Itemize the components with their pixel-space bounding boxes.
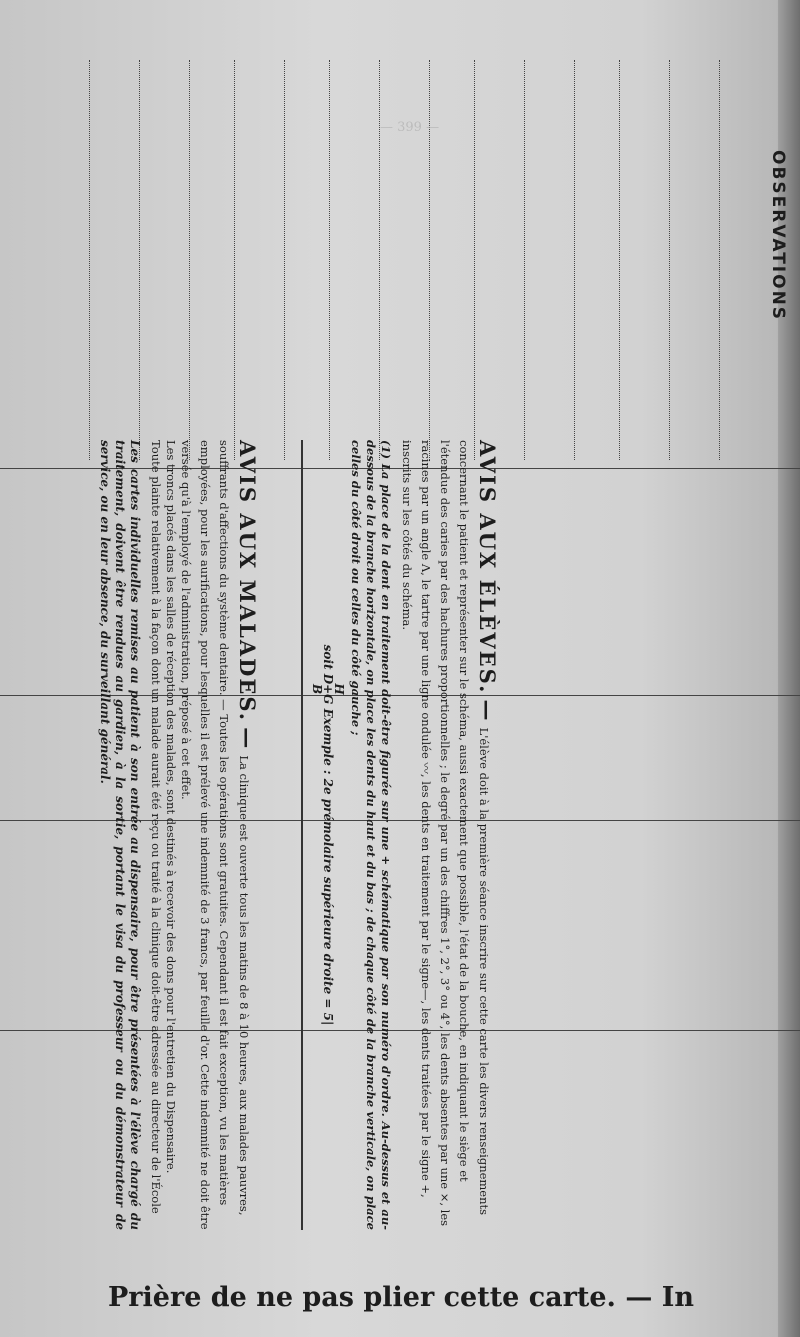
avis-eleves-section <box>293 440 500 1230</box>
observation-line <box>234 60 235 460</box>
observation-line <box>189 60 190 460</box>
bleed-through-page-number: — 399 — <box>380 120 440 135</box>
formula-line <box>311 440 344 1230</box>
avis-malades-body-2: Les troncs placés dans les salles de réception des malades, sont destinés à recevoir des dons pour l'entretien du Dispensaire. <box>164 440 178 1174</box>
avis-malades-body-3: Toute plainte relativement à la façon dont un malade aurait été reçu ou traité à la clinique doit-être adressée au directeur de l'École <box>149 440 163 1214</box>
observation-line <box>574 60 575 460</box>
observation-line <box>524 60 525 460</box>
observation-line <box>474 60 475 460</box>
avis-eleves-body: L'élève doit à la première séance inscrire sur cette carte les divers renseignements concernant le patient et représenter sur le schéma, aussi exactement que possible, l'état de la bouche, en indiquant le siège et l'étendue des caries par des hachures proportionnelles ; le degré par un des chiffres 1°, 2°, 3° ou 4°, les dents absentes par une ×, les racines par un angle Λ, le tartre par une ligne ondulée 〰, les dents en traitement par le signe—, les dents traitées par le signe +, inscrits sur les côtés du schéma. <box>400 440 491 1227</box>
title-dash: — <box>235 727 260 751</box>
observation-line <box>284 60 285 460</box>
avis-malades-section <box>97 440 260 1230</box>
observation-line <box>89 60 90 460</box>
section-rule <box>301 440 303 1230</box>
formula-bottom: B <box>310 684 324 695</box>
formula-mid: D+G <box>321 673 335 705</box>
observation-line <box>669 60 670 460</box>
formula-example: Exemple : 2e prémolaire supérieure droite = <box>321 708 335 1009</box>
observation-line <box>619 60 620 460</box>
observations-title: OBSERVATIONS <box>768 150 788 322</box>
avis-malades-title: AVIS AUX MALADES. <box>235 440 260 723</box>
title-dash: — <box>475 699 500 723</box>
avis-eleves-title: AVIS AUX ÉLÈVES. <box>475 440 500 695</box>
observation-line <box>719 60 720 460</box>
formula-prefix: soit <box>321 644 335 670</box>
formula-top: H <box>332 683 346 695</box>
banner-do-not-fold: Prière de ne pas plier cette carte. — In <box>108 1282 695 1313</box>
observation-line <box>329 60 330 460</box>
avis-eleves-note: (1) La place de la dent en traitement doit-être figurée sur une + schématique par son numéro d'ordre. Au-dessus et au-dessous de la branche horizontale, on place les dents du haut et du bas ; de chaque côté de la branche verticale, on place celles du côté droit ou celles du côté gauche ; <box>349 440 393 1230</box>
formula-value: 5| <box>321 1012 335 1026</box>
observation-line <box>139 60 140 460</box>
cards-footer-note: Les cartes individuelles remises au patient à son entrée au dispensaire, pour être présentées à l'élève chargé du traitement, doivent être rendues au gardien, à la sortie, portant le visa du professeur ou du démonstrateur de service, ou en leur absence, du surveillant général. <box>98 440 142 1230</box>
avis-malades-body: La clinique est ouverte tous les matins de 8 à 10 heures, aux malades pauvres, souffrants d'affections du système dentaire. — Toutes les opérations sont gratuites. Cependant il est fait exception, vu les matières employées, pour les aurifications, pour lesquelles il est prélevé une indemnité de 3 francs, par feuille d'or. Cette indemnité ne doit être versée qu'à l'employé de l'administration, préposé à cet effet. <box>179 440 251 1230</box>
